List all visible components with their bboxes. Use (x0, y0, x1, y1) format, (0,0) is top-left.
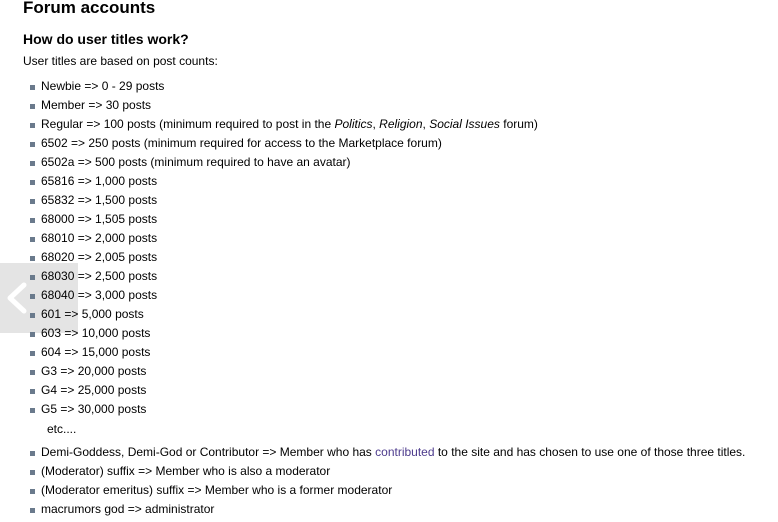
list-item (30, 267, 538, 286)
bullet-icon (30, 199, 35, 204)
list-item (30, 153, 538, 172)
list-item (30, 229, 538, 248)
list-item-text: (Moderator) suffix => Member who is also a moderator (41, 464, 331, 478)
list-item (30, 115, 538, 134)
list-item (30, 481, 745, 500)
list-item-text: G4 => 25,000 posts (41, 383, 147, 397)
list-item-text: 68000 => 1,505 posts (41, 212, 158, 226)
list-item-text: 6502a => 500 posts (minimum required to have an avatar) (41, 155, 351, 169)
list-item (30, 362, 538, 381)
bullet-icon (30, 237, 35, 242)
bullet-icon (30, 180, 35, 185)
bullet-icon (30, 218, 35, 223)
list-item (30, 305, 538, 324)
list-item-text: 604 => 15,000 posts (41, 345, 151, 359)
list-item (30, 96, 538, 115)
bullet-icon (30, 104, 35, 109)
list-item-text: G5 => 30,000 posts (41, 402, 147, 416)
bullet-icon (30, 313, 35, 318)
list-item (30, 191, 538, 210)
list-item (30, 343, 538, 362)
list-item (30, 324, 538, 343)
list-item (30, 134, 538, 153)
bullet-icon (30, 370, 35, 375)
bullet-icon (30, 508, 35, 513)
list-item-text: 65832 => 1,500 posts (41, 193, 158, 207)
list-item-text: 68030 => 2,500 posts (41, 269, 158, 283)
bullet-icon (30, 161, 35, 166)
list-item (30, 286, 538, 305)
list-item-text: (Moderator emeritus) suffix => Member who is a former moderator (41, 483, 393, 497)
list-item (30, 500, 745, 519)
list-item-text: Demi-Goddess, Demi-God or Contributor => Member who has contributed to the site and has chosen to use one of those three titles. (41, 445, 746, 459)
bullet-icon (30, 256, 35, 261)
page-title: Forum accounts (23, 0, 156, 17)
bullet-icon (30, 142, 35, 147)
list-item (30, 400, 538, 419)
section-heading: How do user titles work? (23, 31, 189, 47)
list-item (30, 381, 538, 400)
list-item-text: 601 => 5,000 posts (41, 307, 144, 321)
list-item (30, 462, 745, 481)
list-item (30, 248, 538, 267)
list-item-text: 68040 => 3,000 posts (41, 288, 158, 302)
bullet-icon (30, 123, 35, 128)
bullet-icon (30, 351, 35, 356)
bullet-icon (30, 489, 35, 494)
list-item (30, 210, 538, 229)
etc-text: etc.... (47, 422, 77, 436)
list-item-text: 68010 => 2,000 posts (41, 231, 158, 245)
contributed-link[interactable]: contributed (375, 445, 435, 459)
bullet-icon (30, 294, 35, 299)
list-item-text: 603 => 10,000 posts (41, 326, 151, 340)
list-item (30, 443, 745, 462)
list-item-text: macrumors god => administrator (41, 502, 215, 516)
list-item-text: Newbie => 0 - 29 posts (41, 79, 165, 93)
list-item-text: Member => 30 posts (41, 98, 152, 112)
list-item-text: G3 => 20,000 posts (41, 364, 147, 378)
bullet-icon (30, 451, 35, 456)
list-item (30, 77, 538, 96)
list-item-text: 68020 => 2,005 posts (41, 250, 158, 264)
bullet-icon (30, 470, 35, 475)
list-item-text: Regular => 100 posts (minimum required to post in the Politics, Religion, Social Issues forum) (41, 117, 538, 131)
user-titles-list (30, 77, 538, 419)
bullet-icon (30, 85, 35, 90)
bullet-icon (30, 408, 35, 413)
bullet-icon (30, 275, 35, 280)
list-item-text: 6502 => 250 posts (minimum required for access to the Marketplace forum) (41, 136, 442, 150)
bullet-icon (30, 332, 35, 337)
bullet-icon (30, 389, 35, 394)
list-item-text: 65816 => 1,000 posts (41, 174, 158, 188)
list-item (30, 172, 538, 191)
special-titles-list (30, 443, 745, 519)
intro-text: User titles are based on post counts: (23, 54, 218, 68)
